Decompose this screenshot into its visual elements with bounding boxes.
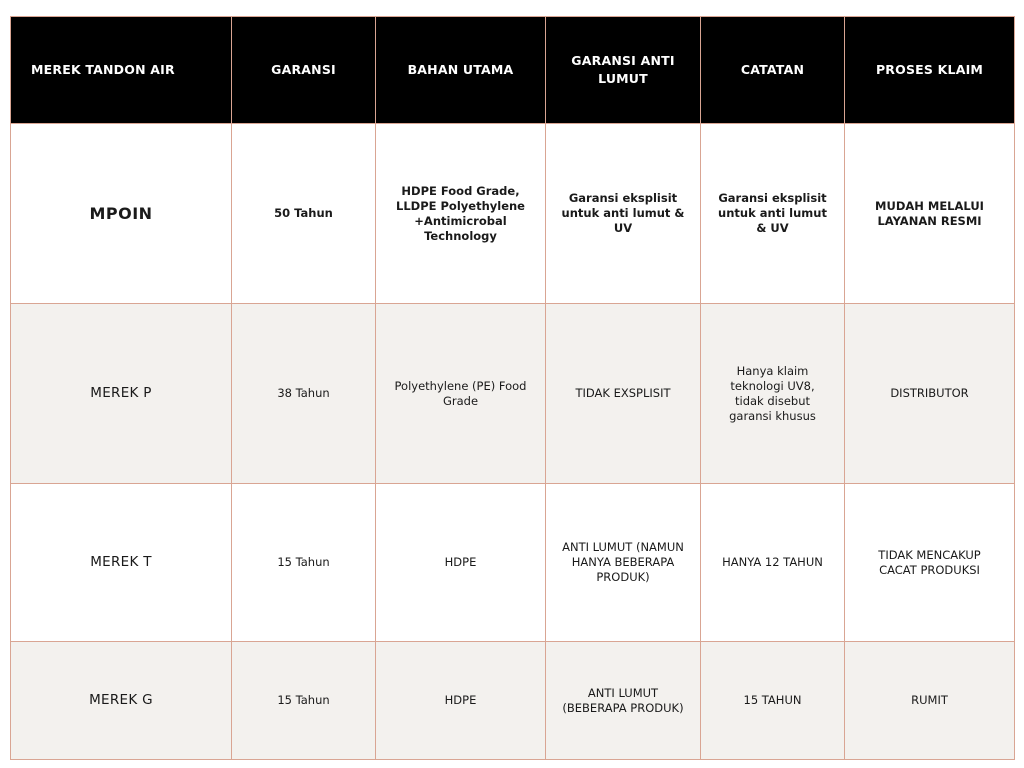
cell-anti-moss: ANTI LUMUT (BEBERAPA PRODUK) — [546, 642, 701, 760]
cell-warranty: 38 Tahun — [232, 304, 376, 484]
cell-anti-moss: TIDAK EXSPLISIT — [546, 304, 701, 484]
cell-notes: Hanya klaim teknologi UV8, tidak disebut garansi khusus — [701, 304, 845, 484]
cell-warranty: 50 Tahun — [232, 124, 376, 304]
cell-material: HDPE — [376, 642, 546, 760]
cell-material: HDPE Food Grade, LLDPE Polyethylene +Antimicrobal Technology — [376, 124, 546, 304]
table-row — [11, 304, 1015, 484]
cell-claim: RUMIT — [845, 642, 1015, 760]
cell-brand: MEREK P — [11, 304, 232, 484]
header-material: BAHAN UTAMA — [376, 17, 546, 124]
header-warranty: GARANSI — [232, 17, 376, 124]
table-row — [11, 124, 1015, 304]
header-notes: CATATAN — [701, 17, 845, 124]
table-header-row — [11, 17, 1015, 124]
cell-claim: DISTRIBUTOR — [845, 304, 1015, 484]
header-claim: PROSES KLAIM — [845, 17, 1015, 124]
water-tank-comparison-table — [10, 16, 1015, 760]
cell-notes: HANYA 12 TAHUN — [701, 484, 845, 642]
cell-warranty: 15 Tahun — [232, 642, 376, 760]
header-anti-moss: GARANSI ANTI LUMUT — [546, 17, 701, 124]
cell-claim: MUDAH MELALUI LAYANAN RESMI — [845, 124, 1015, 304]
cell-material: Polyethylene (PE) Food Grade — [376, 304, 546, 484]
cell-anti-moss: ANTI LUMUT (NAMUN HANYA BEBERAPA PRODUK) — [546, 484, 701, 642]
comparison-table-container — [10, 16, 1014, 760]
cell-warranty: 15 Tahun — [232, 484, 376, 642]
table-row — [11, 642, 1015, 760]
cell-claim: TIDAK MENCAKUP CACAT PRODUKSI — [845, 484, 1015, 642]
header-brand: MEREK TANDON AIR — [11, 17, 232, 124]
cell-brand: MEREK T — [11, 484, 232, 642]
table-row — [11, 484, 1015, 642]
cell-notes: 15 TAHUN — [701, 642, 845, 760]
cell-brand: MPOIN — [11, 124, 232, 304]
cell-material: HDPE — [376, 484, 546, 642]
cell-brand: MEREK G — [11, 642, 232, 760]
cell-anti-moss: Garansi eksplisit untuk anti lumut & UV — [546, 124, 701, 304]
cell-notes: Garansi eksplisit untuk anti lumut & UV — [701, 124, 845, 304]
